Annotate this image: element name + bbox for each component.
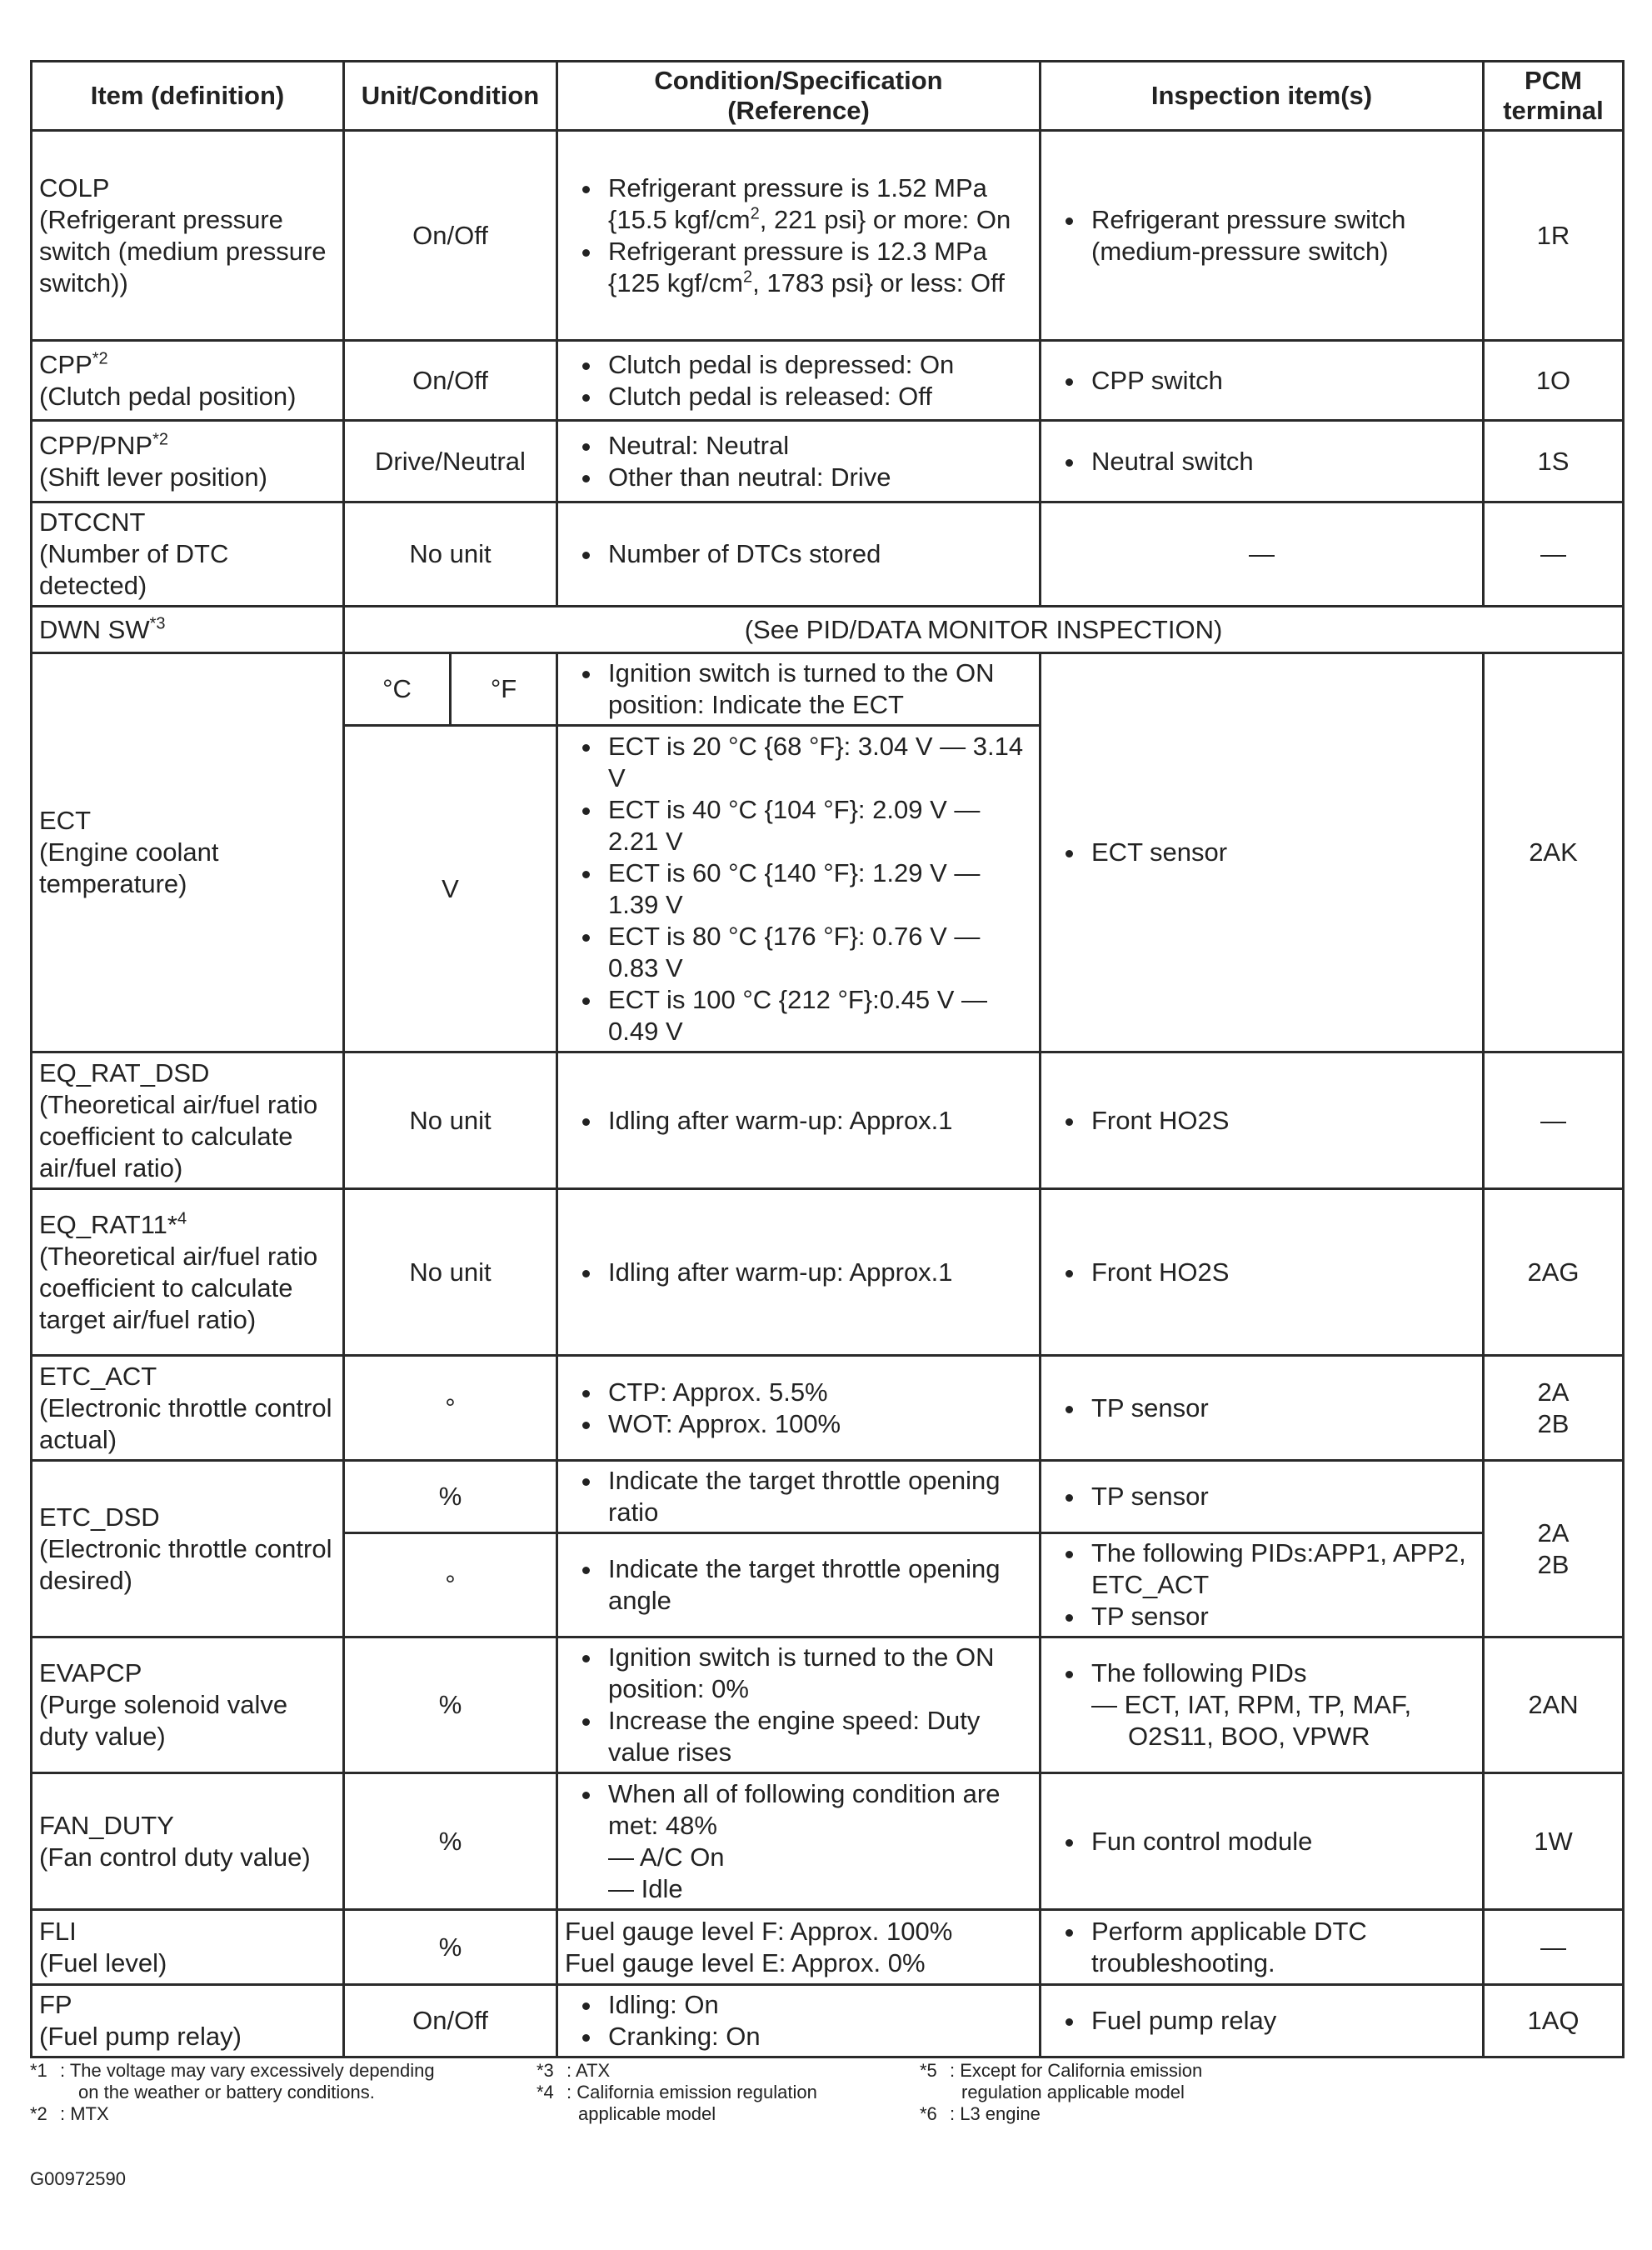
- footnote-line: : Except for California emission: [950, 2060, 1203, 2081]
- pcm-cell: 1AQ: [1484, 1985, 1624, 2058]
- table-row: [32, 1052, 1624, 1189]
- item-cell: [32, 653, 344, 1052]
- header-condition: [557, 62, 1041, 131]
- inspection-item: • Neutral switch: [1086, 446, 1475, 478]
- condition-item: • Indicate the target throttle opening angle: [603, 1553, 1032, 1617]
- footnote-text: : L3 engine: [950, 2103, 1041, 2124]
- condition-subitem: — Idle: [608, 1873, 683, 1903]
- superscript: 2: [742, 268, 753, 287]
- pcm-cell: —: [1484, 1052, 1624, 1189]
- inspection-line: • The following PIDs: [1091, 1658, 1307, 1688]
- header-inspection: Inspection item(s): [1041, 62, 1484, 131]
- pcm-cell: [1484, 1461, 1624, 1638]
- item-name: ECT: [39, 806, 91, 835]
- footnote-line: regulation applicable model: [961, 2082, 1185, 2102]
- condition-item: • CTP: Approx. 5.5%: [603, 1377, 1032, 1408]
- item-name: EVAPCP: [39, 1658, 142, 1688]
- unit-cell: On/Off: [344, 131, 557, 341]
- pcm-cell: 2AG: [1484, 1189, 1624, 1356]
- condition-cell: [557, 1461, 1041, 1533]
- item-cell: [32, 502, 344, 607]
- item-name: FLI: [39, 1916, 77, 1946]
- item-name: [39, 430, 336, 462]
- pcm-cell: 2AK: [1484, 653, 1624, 1052]
- inspection-cell: [1041, 421, 1484, 502]
- table-row: [32, 653, 1624, 726]
- condition-item: • Clutch pedal is released: Off: [603, 381, 1032, 412]
- item-name: FP: [39, 1990, 72, 2019]
- item-definition: (Purge solenoid valve duty value): [39, 1690, 288, 1751]
- inspection-item: • TP sensor: [1086, 1601, 1475, 1632]
- unit-cell-celsius: °C: [344, 653, 451, 726]
- item-cell: [32, 421, 344, 502]
- condition-cell: [557, 1985, 1041, 2058]
- unit-cell: %: [344, 1638, 557, 1773]
- pcm-terminal: 2B: [1537, 1549, 1570, 1579]
- pcm-terminal: 2A: [1537, 1377, 1570, 1407]
- inspection-item: • Perform applicable DTC troubleshooting.: [1086, 1916, 1475, 1979]
- inspection-item: • Fuel pump relay: [1086, 2005, 1475, 2037]
- condition-item: • Clutch pedal is depressed: On: [603, 349, 1032, 381]
- item-name-text: EQ_RAT11*: [39, 1209, 177, 1239]
- table-row: [32, 131, 1624, 341]
- condition-item: • Cranking: On: [603, 2021, 1032, 2052]
- inspection-cell: [1041, 653, 1484, 1052]
- condition-text: , 1783 psi} or less: Off: [752, 268, 1005, 298]
- condition-item: • Other than neutral: Drive: [603, 462, 1032, 493]
- condition-item: [603, 172, 1032, 236]
- table-row: [32, 1638, 1624, 1773]
- item-name: ETC_DSD: [39, 1502, 160, 1532]
- inspection-cell: [1041, 1910, 1484, 1985]
- condition-text: Refrigerant pressure is 12.3 MPa {125 kgf/cm: [608, 236, 987, 298]
- inspection-item: • Fun control module: [1086, 1826, 1475, 1858]
- footnote-text: [60, 2060, 435, 2103]
- footnote-line: applicable model: [578, 2103, 716, 2124]
- footnote-text: : MTX: [60, 2103, 109, 2124]
- superscript: *3: [149, 614, 166, 633]
- condition-text: • When all of following condition are met: 48%: [608, 1778, 1001, 1840]
- pcm-cell: 1R: [1484, 131, 1624, 341]
- condition-text: Refrigerant pressure is 1.52 MPa {15.5 kgf/cm: [608, 172, 987, 234]
- footnote-line: : The voltage may vary excessively depending: [60, 2060, 435, 2081]
- footnote-text: [566, 2082, 817, 2125]
- see-reference-cell: (See PID/DATA MONITOR INSPECTION): [344, 607, 1624, 653]
- inspection-cell: [1041, 131, 1484, 341]
- item-definition: (Clutch pedal position): [39, 381, 297, 411]
- header-unit: Unit/Condition: [344, 62, 557, 131]
- footnote-mark: *5: [920, 2060, 937, 2081]
- inspection-line: — ECT, IAT, RPM, TP, MAF,: [1091, 1690, 1412, 1719]
- condition-item: • Indicate the target throttle opening ratio: [603, 1465, 1032, 1528]
- inspection-item: • TP sensor: [1086, 1392, 1475, 1424]
- footnote-mark: *2: [30, 2103, 47, 2124]
- item-cell: [32, 1910, 344, 1985]
- item-definition: (Electronic throttle control actual): [39, 1392, 332, 1454]
- footnote-line: : California emission regulation: [566, 2082, 817, 2102]
- condition-item: [603, 236, 1032, 299]
- table-row: [32, 607, 1624, 653]
- condition-cell: [557, 1533, 1041, 1638]
- footnote-mark: *4: [537, 2082, 554, 2102]
- item-definition: (Fuel level): [39, 1948, 167, 1978]
- condition-item: • ECT is 40 °C {104 °F}: 2.09 V — 2.21 V: [603, 794, 1032, 858]
- item-name-text: DWN SW: [39, 614, 150, 644]
- condition-cell: [557, 1910, 1041, 1985]
- condition-item: • WOT: Approx. 100%: [603, 1408, 1032, 1440]
- header-condition-line2: (Reference): [727, 96, 870, 125]
- footnote-mark: *6: [920, 2103, 937, 2124]
- superscript: 2: [750, 204, 760, 223]
- unit-cell-fahrenheit: °F: [451, 653, 557, 726]
- table-row: [32, 502, 1624, 607]
- condition-text: Fuel gauge level E: Approx. 0%: [565, 1948, 926, 1978]
- inspection-line: O2S11, BOO, VPWR: [1128, 1722, 1370, 1751]
- item-cell: [32, 341, 344, 421]
- condition-cell: [557, 726, 1041, 1052]
- spec-sheet: [30, 60, 1622, 2058]
- item-name: [39, 349, 336, 381]
- header-pcm: [1484, 62, 1624, 131]
- item-definition: (Fan control duty value): [39, 1842, 311, 1872]
- unit-cell: °: [344, 1356, 557, 1461]
- condition-cell: [557, 341, 1041, 421]
- footnote-text: : ATX: [566, 2060, 611, 2081]
- inspection-cell: [1041, 1356, 1484, 1461]
- unit-cell: On/Off: [344, 1985, 557, 2058]
- condition-item: • Ignition switch is turned to the ON position: 0%: [603, 1642, 1032, 1705]
- condition-item: • ECT is 60 °C {140 °F}: 1.29 V — 1.39 V: [603, 858, 1032, 921]
- inspection-cell: [1041, 1638, 1484, 1773]
- condition-cell: [557, 1052, 1041, 1189]
- condition-item: • Increase the engine speed: Duty value rises: [603, 1705, 1032, 1768]
- inspection-item: • Front HO2S: [1086, 1105, 1475, 1137]
- item-definition: (Theoretical air/fuel ratio coefficient to calculate target air/fuel ratio): [39, 1241, 318, 1334]
- inspection-item: [1086, 1658, 1475, 1752]
- item-cell: [32, 131, 344, 341]
- item-definition: (Fuel pump relay): [39, 2022, 242, 2051]
- item-name-text: CPP/PNP: [39, 430, 153, 460]
- item-cell: [32, 607, 344, 653]
- inspection-cell: [1041, 1773, 1484, 1910]
- item-name: COLP: [39, 172, 110, 202]
- header-pcm-line1: PCM: [1525, 66, 1582, 95]
- condition-subitem: — A/C On: [608, 1842, 725, 1872]
- inspection-cell: [1041, 341, 1484, 421]
- condition-cell: [557, 1356, 1041, 1461]
- item-name: [39, 614, 336, 646]
- item-name: [39, 1209, 336, 1241]
- condition-cell: [557, 502, 1041, 607]
- item-cell: [32, 1461, 344, 1638]
- pcm-cell: 1S: [1484, 421, 1624, 502]
- condition-cell: [557, 131, 1041, 341]
- item-cell: [32, 1638, 344, 1773]
- unit-cell: No unit: [344, 502, 557, 607]
- item-name: ETC_ACT: [39, 1361, 157, 1391]
- pcm-cell: 1W: [1484, 1773, 1624, 1910]
- item-cell: [32, 1773, 344, 1910]
- condition-item: • Neutral: Neutral: [603, 430, 1032, 462]
- table-row: [32, 421, 1624, 502]
- superscript: 4: [177, 1209, 187, 1228]
- condition-text: Fuel gauge level F: Approx. 100%: [565, 1916, 953, 1946]
- unit-cell: %: [344, 1773, 557, 1910]
- condition-item: [603, 1778, 1032, 1905]
- pid-specification-table: [30, 60, 1625, 2058]
- table-row: [32, 341, 1624, 421]
- item-definition: (Theoretical air/fuel ratio coefficient to calculate air/fuel ratio): [39, 1089, 318, 1182]
- item-cell: [32, 1985, 344, 2058]
- footnote-line: on the weather or battery conditions.: [78, 2082, 375, 2102]
- item-definition: (Electronic throttle control desired): [39, 1533, 332, 1595]
- footnotes: [30, 2060, 1622, 2124]
- pcm-cell: 2AN: [1484, 1638, 1624, 1773]
- unit-cell: No unit: [344, 1052, 557, 1189]
- inspection-cell: —: [1041, 502, 1484, 607]
- pcm-cell: 1O: [1484, 341, 1624, 421]
- inspection-cell: [1041, 1461, 1484, 1533]
- inspection-item: • Refrigerant pressure switch (medium-pressure switch): [1086, 204, 1475, 268]
- unit-cell-volt: V: [344, 726, 557, 1052]
- unit-cell: %: [344, 1910, 557, 1985]
- footnote-mark: *1: [30, 2060, 47, 2081]
- inspection-item: • ECT sensor: [1086, 837, 1475, 868]
- superscript: *2: [92, 349, 108, 368]
- header-condition-line1: Condition/Specification: [654, 66, 943, 95]
- pcm-terminal: 2B: [1537, 1408, 1570, 1438]
- condition-cell: [557, 421, 1041, 502]
- table-row: [32, 1356, 1624, 1461]
- pcm-terminal: 2A: [1537, 1518, 1570, 1548]
- table-row: [32, 1985, 1624, 2058]
- item-name: FAN_DUTY: [39, 1810, 174, 1840]
- unit-cell: On/Off: [344, 341, 557, 421]
- unit-cell: No unit: [344, 1189, 557, 1356]
- inspection-item: • The following PIDs:APP1, APP2, ETC_ACT: [1086, 1538, 1475, 1601]
- item-name-text: CPP: [39, 349, 92, 379]
- unit-cell: °: [344, 1533, 557, 1638]
- figure-id: G00972590: [30, 2168, 126, 2189]
- pcm-cell: —: [1484, 1910, 1624, 1985]
- inspection-cell: [1041, 1533, 1484, 1638]
- item-cell: [32, 1052, 344, 1189]
- item-definition: (Refrigerant pressure switch (medium pressure switch)): [39, 204, 327, 298]
- header-pcm-line2: terminal: [1503, 96, 1604, 125]
- footnote-mark: *3: [537, 2060, 554, 2081]
- superscript: *2: [152, 430, 169, 449]
- table-row: [32, 1773, 1624, 1910]
- condition-item: • ECT is 100 °C {212 °F}:0.45 V — 0.49 V: [603, 984, 1032, 1048]
- item-name: EQ_RAT_DSD: [39, 1058, 210, 1088]
- condition-item: • Idling after warm-up: Approx.1: [603, 1257, 1032, 1288]
- pcm-cell: [1484, 1356, 1624, 1461]
- condition-cell: [557, 653, 1041, 726]
- inspection-cell: [1041, 1052, 1484, 1189]
- header-item: Item (definition): [32, 62, 344, 131]
- item-definition: (Shift lever position): [39, 462, 267, 492]
- condition-item: • ECT is 20 °C {68 °F}: 3.04 V — 3.14 V: [603, 731, 1032, 794]
- condition-cell: [557, 1773, 1041, 1910]
- item-definition: (Number of DTC detected): [39, 539, 229, 600]
- inspection-item: • Front HO2S: [1086, 1257, 1475, 1288]
- unit-cell: Drive/Neutral: [344, 421, 557, 502]
- table-row: [32, 1189, 1624, 1356]
- item-name: DTCCNT: [39, 508, 146, 537]
- table-row: [32, 1910, 1624, 1985]
- inspection-item: • TP sensor: [1086, 1481, 1475, 1512]
- inspection-cell: [1041, 1189, 1484, 1356]
- condition-cell: [557, 1189, 1041, 1356]
- pcm-cell: —: [1484, 502, 1624, 607]
- condition-item: • Idling: On: [603, 1989, 1032, 2021]
- condition-cell: [557, 1638, 1041, 1773]
- item-definition: (Engine coolant temperature): [39, 838, 219, 898]
- unit-cell: %: [344, 1461, 557, 1533]
- condition-item: • Idling after warm-up: Approx.1: [603, 1105, 1032, 1137]
- footnote-text: [950, 2060, 1202, 2103]
- inspection-item: • CPP switch: [1086, 365, 1475, 397]
- inspection-cell: [1041, 1985, 1484, 2058]
- table-row: [32, 1461, 1624, 1533]
- item-cell: [32, 1356, 344, 1461]
- header-row: [32, 62, 1624, 131]
- condition-item: • Ignition switch is turned to the ON position: Indicate the ECT: [603, 658, 1032, 721]
- item-cell: [32, 1189, 344, 1356]
- condition-item: • ECT is 80 °C {176 °F}: 0.76 V — 0.83 V: [603, 921, 1032, 984]
- condition-text: , 221 psi} or more: On: [759, 204, 1011, 234]
- condition-item: • Number of DTCs stored: [603, 538, 1032, 570]
